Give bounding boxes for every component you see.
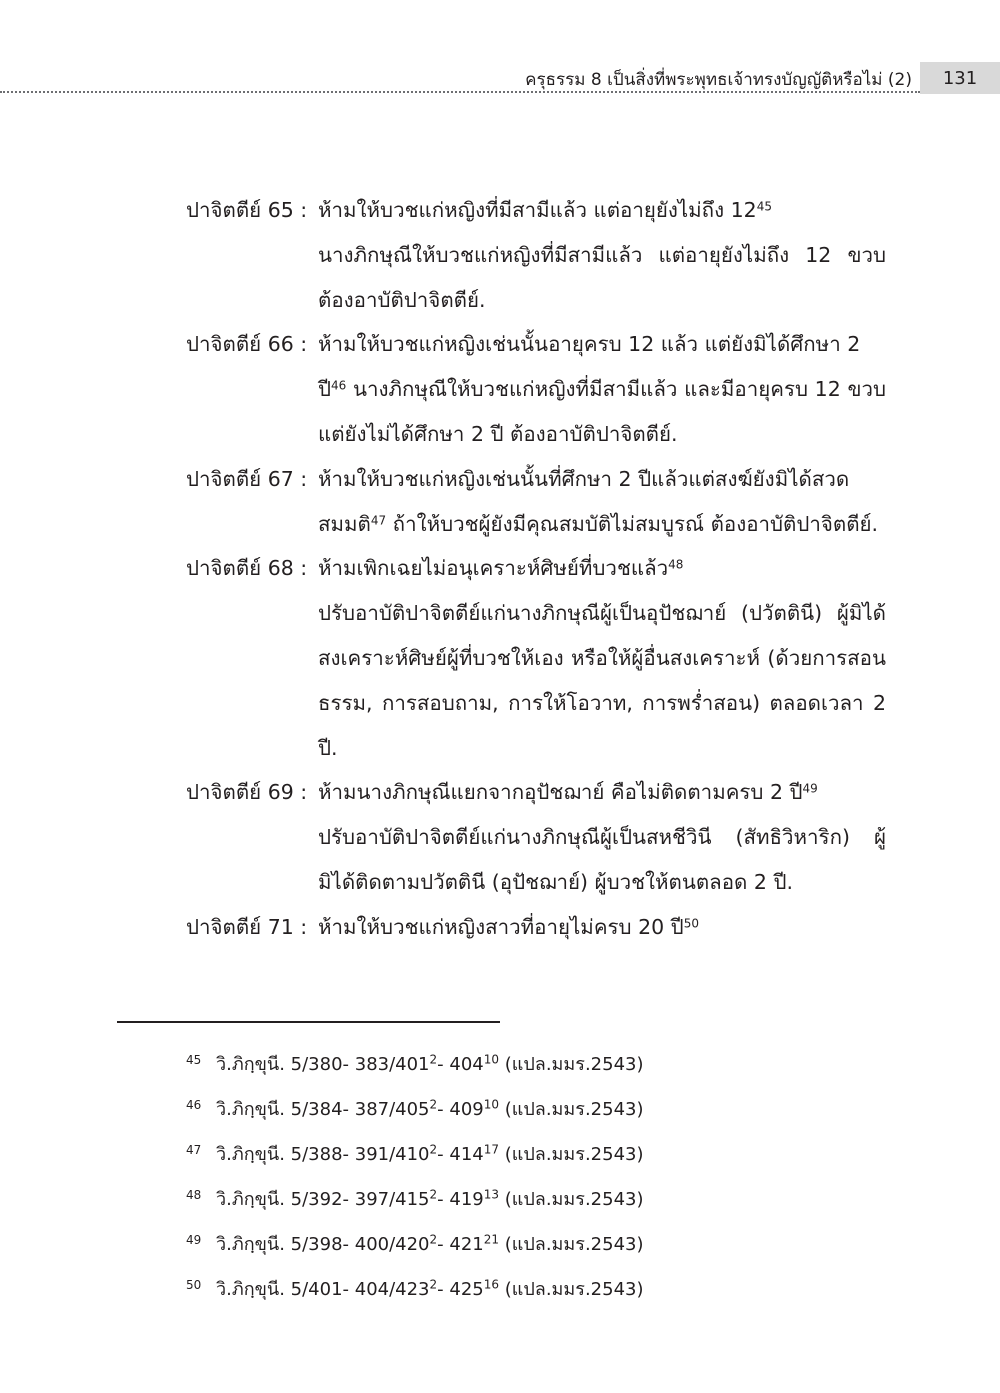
rule-item xyxy=(186,905,886,950)
footnote-edition: (แปล.มมร.2543) xyxy=(499,1189,644,1210)
rule-body xyxy=(318,502,886,547)
rule-label xyxy=(186,457,318,502)
rule-title: ห้ามนางภิกษุณีแยกจากอุปัชฌาย์ คือไม่ติดตามครบ 2 ปี xyxy=(318,780,803,805)
rule-separator: : xyxy=(293,332,308,357)
rule-item xyxy=(186,546,886,770)
footnote-citation: วิ.ภิกฺขุนี. 5/380- 383/401 xyxy=(216,1054,430,1075)
rule-label xyxy=(186,770,318,815)
footnote-separator xyxy=(117,1021,500,1023)
rule-body-text: ปรับอาบัติปาจิตตีย์แก่นางภิกษุณีผู้เป็นอุปัชฌาย์ (ปวัตตินี) ผู้มิได้สงเคราะห์ศิษย์ผู้ที่บวชให้เอง หรือให้ผู้อื่นสงเคราะห์ (ด้วยการสอนธรรม, การสอบถาม, การให้โอวาท, การพร่ำสอน) ตลอดเวลา 2 ปี. xyxy=(318,601,886,760)
footnote-citation-range: - 409 xyxy=(437,1099,484,1120)
rule-separator: : xyxy=(293,780,308,805)
rule-separator: : xyxy=(293,466,308,491)
footnote-item xyxy=(186,1135,886,1180)
footnote-item xyxy=(186,1225,886,1270)
rule-footnote-ref[interactable]: 47 xyxy=(370,512,387,527)
rule-body xyxy=(318,591,886,770)
rule-title: ห้ามให้บวชแก่หญิงเช่นนั้นที่ศึกษา 2 ปีแล้วแต่สงฆ์ยังมิได้สวด xyxy=(318,466,850,491)
footnote-citation-range: - 421 xyxy=(437,1234,484,1255)
footnote-item xyxy=(186,1180,886,1225)
rule-body-text: ถ้าให้บวชผู้ยังมีคุณสมบัติไม่สมบูรณ์ ต้องอาบัติปาจิตตีย์. xyxy=(386,511,879,536)
footnote-edition: (แปล.มมร.2543) xyxy=(499,1144,644,1165)
footnote-edition: (แปล.มมร.2543) xyxy=(499,1099,644,1120)
rule-label-text: ปาจิตตีย์ 65 xyxy=(186,198,294,222)
footnote-citation: วิ.ภิกฺขุนี. 5/398- 400/420 xyxy=(216,1234,430,1255)
footnote-superscript: 13 xyxy=(483,1187,500,1202)
footnote-citation-range: - 414 xyxy=(437,1144,484,1165)
rule-label-text: ปาจิตตีย์ 69 xyxy=(186,780,294,805)
footnote-item xyxy=(186,1090,886,1135)
rule-item xyxy=(186,188,886,322)
rule-separator: : xyxy=(293,198,308,222)
rule-item xyxy=(186,770,886,904)
footnote-superscript: 2 xyxy=(429,1277,438,1292)
footnote-superscript: 17 xyxy=(483,1142,500,1157)
rule-footnote-ref[interactable]: 48 xyxy=(668,557,684,572)
rule-title: ห้ามให้บวชแก่หญิงที่มีสามีแล้ว แต่อายุยังไม่ถึง 12 xyxy=(318,198,757,222)
rule-body-lead: สมมติ xyxy=(318,511,371,536)
footnote-number: 49 xyxy=(186,1233,202,1247)
rule-label-text: ปาจิตตีย์ 68 xyxy=(186,556,294,581)
rule-separator: : xyxy=(293,556,308,581)
rule-label xyxy=(186,322,318,367)
rule-label xyxy=(186,546,318,591)
rule-body-lead: ปี xyxy=(318,377,332,402)
footnote-citation-range: - 404 xyxy=(437,1054,484,1075)
rule-footnote-ref[interactable]: 49 xyxy=(802,781,818,796)
footnote-superscript: 2 xyxy=(429,1142,438,1157)
footnote-superscript: 2 xyxy=(429,1097,438,1112)
footnote-list xyxy=(186,1045,886,1315)
rule-body-text: ปรับอาบัติปาจิตตีย์แก่นางภิกษุณีผู้เป็นสหชีวินี (สัทธิวิหาริก) ผู้มิได้ติดตามปวัตตินี (อุปัชฌาย์) ผู้บวชให้ตนตลอด 2 ปี. xyxy=(318,825,886,894)
footnote-superscript: 10 xyxy=(483,1097,500,1112)
footnote-superscript: 2 xyxy=(429,1187,438,1202)
rule-item xyxy=(186,457,886,547)
rule-head xyxy=(186,322,886,367)
rule-body xyxy=(318,367,886,457)
footnote-citation: วิ.ภิกฺขุนี. 5/392- 397/415 xyxy=(216,1189,430,1210)
rule-body-text: นางภิกษุณีให้บวชแก่หญิงที่มีสามีแล้ว และมีอายุครบ 12 ขวบ แต่ยังไม่ได้ศึกษา 2 ปี ต้องอาบัติปาจิตตีย์. xyxy=(318,377,886,446)
footnote-superscript: 10 xyxy=(483,1052,500,1067)
footnote-number: 47 xyxy=(186,1143,202,1157)
rule-head xyxy=(186,770,886,815)
rule-title: ห้ามเพิกเฉยไม่อนุเคราะห์ศิษย์ที่บวชแล้ว xyxy=(318,556,669,581)
rule-body xyxy=(318,233,886,323)
rule-label-text: ปาจิตตีย์ 66 xyxy=(186,332,294,357)
footnote-edition: (แปล.มมร.2543) xyxy=(499,1279,644,1300)
footnote-number: 48 xyxy=(186,1188,202,1202)
footnote-edition: (แปล.มมร.2543) xyxy=(499,1054,644,1075)
footnote-item xyxy=(186,1045,886,1090)
footnote-citation: วิ.ภิกฺขุนี. 5/388- 391/410 xyxy=(216,1144,430,1165)
rule-list xyxy=(186,188,886,950)
running-title: ครุธรรม 8 เป็นสิ่งที่พระพุทธเจ้าทรงบัญญัติหรือไม่ (2) xyxy=(525,70,912,90)
rule-title: ห้ามให้บวชแก่หญิงเช่นนั้นอายุครบ 12 แล้ว แต่ยังมิได้ศึกษา 2 xyxy=(318,332,861,357)
rule-label xyxy=(186,905,318,950)
rule-label xyxy=(186,188,318,233)
footnote-number: 45 xyxy=(186,1053,202,1067)
footnote-superscript: 16 xyxy=(483,1277,500,1292)
page-number: 131 xyxy=(920,62,1000,94)
footnote-citation-range: - 419 xyxy=(437,1189,484,1210)
rule-separator: : xyxy=(293,914,308,939)
footnote-superscript: 2 xyxy=(429,1232,438,1247)
footnote-superscript: 2 xyxy=(429,1052,438,1067)
footnote-citation: วิ.ภิกฺขุนี. 5/384- 387/405 xyxy=(216,1099,430,1120)
rule-footnote-ref[interactable]: 46 xyxy=(331,378,347,393)
rule-head xyxy=(186,546,886,591)
footnote-number: 46 xyxy=(186,1098,202,1112)
rule-footnote-ref[interactable]: 45 xyxy=(756,199,772,214)
rule-label-text: ปาจิตตีย์ 67 xyxy=(186,466,294,491)
rule-head xyxy=(186,457,886,502)
footnote-citation-range: - 425 xyxy=(437,1279,484,1300)
footnote-item xyxy=(186,1270,886,1315)
footnote-edition: (แปล.มมร.2543) xyxy=(499,1234,644,1255)
rule-head xyxy=(186,188,886,233)
footnote-citation: วิ.ภิกฺขุนี. 5/401- 404/423 xyxy=(216,1279,430,1300)
page-header xyxy=(0,62,1000,94)
rule-title: ห้ามให้บวชแก่หญิงสาวที่อายุไม่ครบ 20 ปี xyxy=(318,914,684,939)
footnote-number: 50 xyxy=(186,1278,202,1292)
rule-label-text: ปาจิตตีย์ 71 xyxy=(186,914,294,939)
rule-body xyxy=(318,815,886,905)
rule-head xyxy=(186,905,886,950)
rule-body-text: นางภิกษุณีให้บวชแก่หญิงที่มีสามีแล้ว แต่อายุยังไม่ถึง 12 ขวบ ต้องอาบัติปาจิตตีย์. xyxy=(318,242,886,312)
footnote-superscript: 21 xyxy=(483,1232,500,1247)
rule-item xyxy=(186,322,886,456)
rule-footnote-ref[interactable]: 50 xyxy=(683,916,699,931)
